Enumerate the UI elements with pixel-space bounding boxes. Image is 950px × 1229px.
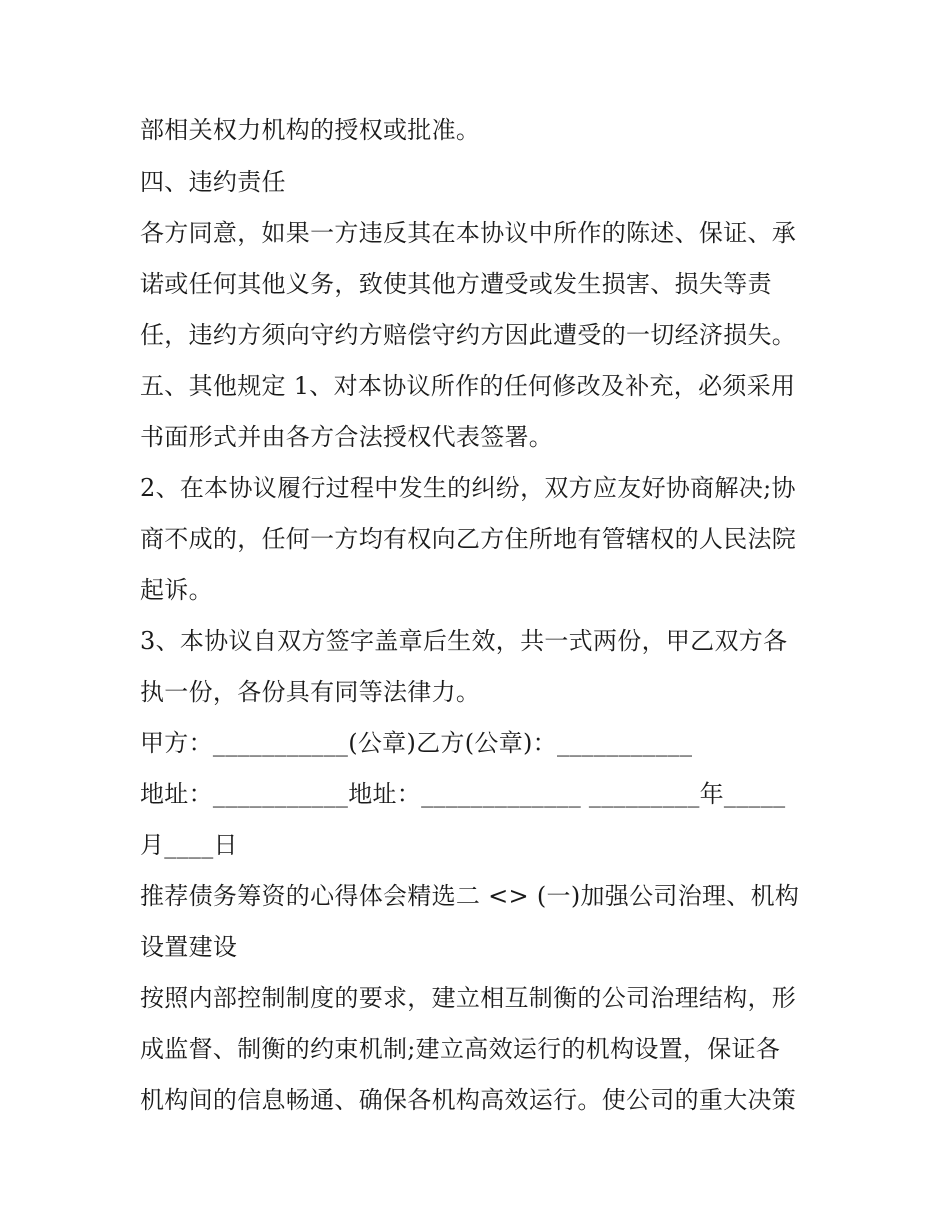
text-line: 五、其他规定 1、对本协议所作的任何修改及补充，必须采用 xyxy=(140,372,796,400)
text-line: 起诉。 xyxy=(140,576,213,604)
text-line: 2、在本协议履行过程中发生的纠纷，双方应友好协商解决;协 xyxy=(140,474,796,502)
text-line: 书面形式并由各方合法授权代表签署。 xyxy=(140,423,554,451)
text-line: 按照内部控制制度的要求，建立相互制衡的公司治理结构，形 xyxy=(140,984,797,1012)
signature-line-date: 月____日 xyxy=(140,831,238,859)
text-line: 商不成的，任何一方均有权向乙方住所地有管辖权的人民法院 xyxy=(140,525,797,553)
text-line: 机构间的信息畅通、确保各机构高效运行。使公司的重大决策 xyxy=(140,1086,797,1114)
section-heading: 四、违约责任 xyxy=(140,168,286,196)
text-line: 3、本协议自双方签字盖章后生效，共一式两份，甲乙双方各 xyxy=(140,627,788,655)
text-line: 执一份，各份具有同等法律力。 xyxy=(140,678,481,706)
signature-line-party: 甲方：___________(公章)乙方(公章)：___________ xyxy=(140,729,693,757)
article-title: 推荐债务筹资的心得体会精选二 <> (一)加强公司治理、机构 xyxy=(140,882,800,910)
text-line: 部相关权力机构的授权或批准。 xyxy=(140,116,481,144)
text-line: 诺或任何其他义务，致使其他方遭受或发生损害、损失等责 xyxy=(140,270,772,298)
signature-line-address: 地址：___________地址：_____________ _________年_____ xyxy=(140,780,786,808)
text-line: 成监督、制衡的约束机制;建立高效运行的机构设置，保证各 xyxy=(140,1035,781,1063)
article-title: 设置建设 xyxy=(140,933,238,961)
text-line: 任，违约方须向守约方赔偿守约方因此遭受的一切经济损失。 xyxy=(140,321,797,349)
text-line: 各方同意，如果一方违反其在本协议中所作的陈述、保证、承 xyxy=(140,219,797,247)
